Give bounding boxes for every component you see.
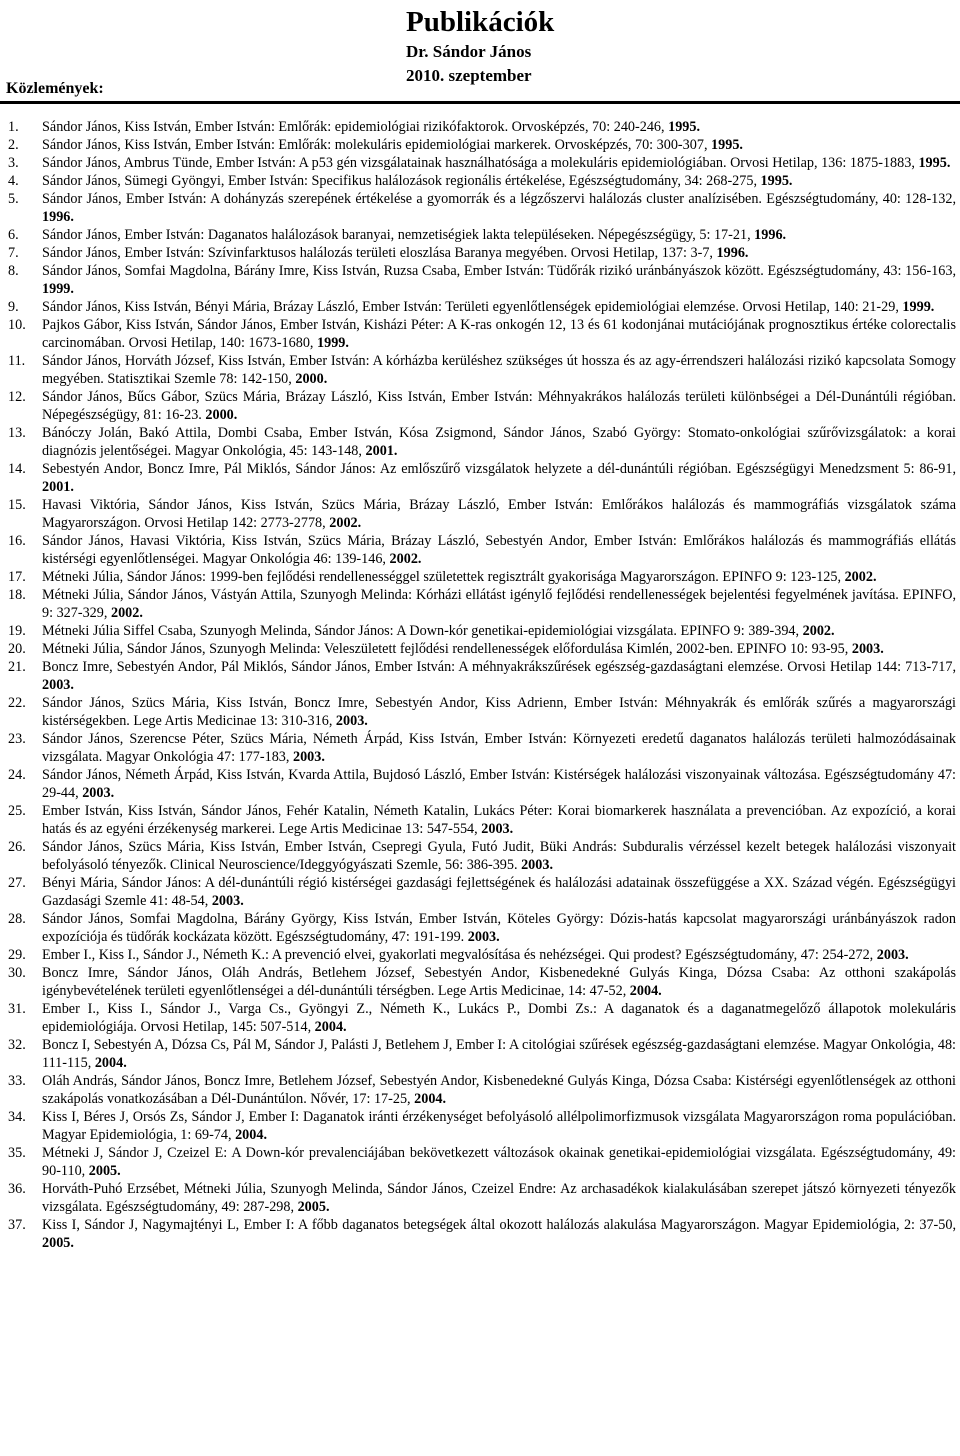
publication-citation [42, 946, 960, 964]
publication-number: 32. [8, 1037, 26, 1053]
publication-citation [42, 802, 960, 838]
publication-year: 1996. [716, 245, 749, 261]
citation-text: Sándor János, Szücs Mária, Kiss István, Ember István, Csepregi Gyula, Futó Judit, Büki András: Subduralis vérzéssel kezelt betegek halálozási viszonyait befolyásoló tényezők. Clinical Neuroscience/Ideggyógyászati Szemle, 56: 386-395. [42, 839, 956, 873]
citation-text: Sándor János, Kiss István, Ember István: Emlőrák: molekuláris epidemiológiai markerek. Orvosképzés, 70: 300-307, [42, 137, 712, 153]
publication-number: 6. [8, 227, 19, 243]
publication-number: 2. [8, 137, 19, 153]
publication-list [0, 118, 960, 1252]
citation-text: Sándor János, Kiss István, Ember István: Emlőrák: epidemiológiai rizikófaktorok. Orvosképzés, 70: 240-246, [42, 119, 669, 135]
publication-year: 2004. [314, 1019, 347, 1035]
publication-year: 2001. [42, 479, 74, 495]
publication-year: 2003. [851, 641, 884, 657]
publication-item [0, 352, 960, 388]
publication-item [0, 1108, 960, 1144]
publication-item [0, 136, 960, 154]
publication-year: 2002. [844, 569, 877, 585]
publication-citation [42, 1180, 960, 1216]
publication-number: 19. [8, 623, 26, 639]
publication-citation [42, 766, 960, 802]
publication-citation [42, 352, 960, 388]
publication-citation [42, 568, 960, 586]
publication-citation [42, 424, 960, 460]
citation-text: Sándor János, Szerencse Péter, Szücs Mária, Németh Árpád, Kiss István, Ember István: Környezeti eredetű daganatos halálozás területi halmozódásainak vizsgálata. Magyar Onkológia 47: 177-183, [42, 731, 956, 765]
publication-citation [42, 1216, 960, 1252]
publication-year: 2000. [205, 407, 238, 423]
publication-item [0, 460, 960, 496]
publication-number: 11. [8, 353, 26, 369]
publication-citation [42, 1108, 960, 1144]
citation-text: Sándor János, Kiss István, Bényi Mária, Brázay László, Ember István: Területi egyenlőtlenségek epidemiológiai elemzése. Orvosi Hetilap, 140: 21-29, [42, 299, 903, 315]
publication-item [0, 910, 960, 946]
publication-year: 2003. [42, 677, 74, 693]
publication-year: 2002. [110, 605, 143, 621]
publication-number: 8. [8, 263, 19, 279]
publication-number: 14. [8, 461, 26, 477]
publication-number: 28. [8, 911, 26, 927]
publication-citation [42, 460, 960, 496]
publication-citation [42, 118, 960, 136]
publication-number: 30. [8, 965, 26, 981]
publication-number: 9. [8, 299, 19, 315]
publication-item [0, 1216, 960, 1252]
publication-item [0, 496, 960, 532]
publication-year: 1999. [902, 299, 935, 315]
publication-number: 4. [8, 173, 19, 189]
citation-text: Oláh András, Sándor János, Boncz Imre, Betlehem József, Sebestyén Andor, Kisbenedekné Gulyás Kinga, Dózsa Csaba: Kistérségi egyenlőtlenségek az otthoni szakápolás vonatkozásában a Dél-Dunántúlon. Nővér, 17: 17-25, [42, 1073, 956, 1107]
publication-citation [42, 838, 960, 874]
publication-item [0, 226, 960, 244]
publication-number: 23. [8, 731, 26, 747]
publication-citation [42, 190, 960, 226]
publication-year: 1995. [918, 155, 951, 171]
citation-text: Sándor János, Szücs Mária, Kiss István, Boncz Imre, Sebestyén Andor, Kiss Adrienn, Ember István: Méhnyakrák és emlőrák szűrés a magyarországi kistérségekben. Lege Artis Medicinae 13: 310-316, [42, 695, 956, 729]
publication-number: 5. [8, 191, 19, 207]
publication-year: 2003. [211, 893, 244, 909]
citation-text: Sándor János, Ember István: A dohányzás szerepének értékelése a gyomorrák és a légzőszervi halálozás cluster analízisében. Egészségtudomány, 40: 128-132, [42, 191, 956, 207]
publication-item [0, 298, 960, 316]
header-divider [0, 101, 960, 104]
publication-item [0, 244, 960, 262]
publication-year: 2003. [335, 713, 368, 729]
publication-number: 29. [8, 947, 26, 963]
citation-text: Pajkos Gábor, Kiss István, Sándor János, Ember István, Kisházi Péter: A K-ras onkogén 12, 13 és 61 kodonjánai mutációjának prognosztikus értéke colorectalis carcinomában. Orvosi Hetilap, 140: 1673-1680, [42, 317, 956, 351]
publication-citation [42, 622, 960, 640]
publication-item [0, 802, 960, 838]
citation-text: Havasi Viktória, Sándor János, Kiss István, Szücs Mária, Brázay László, Ember István: Emlőrákos halálozás és mammográfiás vizsgálatok száma Magyarországon. Orvosi Hetilap 142: 2773-2778, [42, 497, 956, 531]
publication-number: 18. [8, 587, 26, 603]
citation-text: Sándor János, Horváth József, Kiss István, Ember István: A kórházba kerüléshez szükséges út hossza és az agy-érrendszeri halálozási rizikó kapcsolata Somogy megyében. Statisztikai Szemle 78: 142-150, [42, 353, 956, 387]
publication-year: 1995. [760, 173, 793, 189]
publication-citation [42, 154, 960, 172]
publication-year: 1995. [668, 119, 701, 135]
publication-citation [42, 730, 960, 766]
publication-item [0, 1072, 960, 1108]
publication-citation [42, 658, 960, 694]
publication-item [0, 388, 960, 424]
publication-item [0, 532, 960, 568]
citation-text: Sándor János, Ambrus Tünde, Ember István: A p53 gén vizsgálatainak használhatósága a molekuláris epidemiológiában. Orvosi Hetilap, 136: 1875-1883, [42, 155, 919, 171]
publication-item [0, 154, 960, 172]
citation-text: Métneki Júlia, Sándor János, Szunyogh Melinda: Veleszületett fejlődési rendellenességek előfordulása Kimlén, 2002-ben. EPINFO 10: 93-95, [42, 641, 852, 657]
publication-year: 2005. [297, 1199, 330, 1215]
publication-item [0, 586, 960, 622]
publication-year: 2002. [802, 623, 835, 639]
citation-text: Ember I., Kiss I., Sándor J., Németh K.: A prevenció elvei, gyakorlati megvalósítása és nehézségei. Qui prodest? Egészségtudomány, 47: 254-272, [42, 947, 877, 963]
publication-item [0, 262, 960, 298]
publication-citation [42, 640, 960, 658]
citation-text: Métneki Júlia, Sándor János, Vástyán Attila, Szunyogh Melinda: Kórházi ellátást igénylő fejlődési rendellenességek bejelentési fegyelmének javítása. EPINFO, 9: 327-329, [42, 587, 956, 621]
publication-number: 16. [8, 533, 26, 549]
publication-year: 1995. [711, 137, 743, 153]
publication-number: 34. [8, 1109, 26, 1125]
publication-number: 12. [8, 389, 26, 405]
citation-text: Kiss I, Béres J, Orsós Zs, Sándor J, Ember I: Daganatok iránti érzékenységet befolyásoló allélpolimorfizmusok vizsgálata Magyarországon roma populációban. Magyar Epidemiológia, 1: 69-74, [42, 1109, 956, 1143]
publication-number: 33. [8, 1073, 26, 1089]
publication-number: 10. [8, 317, 26, 333]
publication-year: 2005. [88, 1163, 121, 1179]
document-date: 2010. szeptember [406, 66, 532, 85]
citation-text: Boncz I, Sebestyén A, Dózsa Cs, Pál M, Sándor J, Palásti J, Betlehem J, Ember I: A citológiai szűrések egészség-gazdaságtani elemzése. Magyar Onkológia, 48: 111-115, [42, 1037, 956, 1071]
publication-number: 17. [8, 569, 26, 585]
publication-year: 2004. [94, 1055, 127, 1071]
citation-text: Sándor János, Havasi Viktória, Kiss István, Szücs Mária, Brázay László, Sebestyén Andor, Ember István: Emlőrákos halálozás és mammográfiás ellátás kistérségi egyenlőtlenségei. Magyar Onkológia 46: 139-146, [42, 533, 956, 567]
citation-text: Boncz Imre, Sándor János, Oláh András, Betlehem József, Sebestyén Andor, Kisbenedekné Gulyás Kinga, Dózsa Csaba: Az otthoni szakápolás igénybevételének területi egyenlőtlenségei a dél-dunántúli térségben. Lege Artis Medicinae, 14: 47-52, [42, 965, 956, 999]
publication-item [0, 424, 960, 460]
publication-year: 2004. [629, 983, 662, 999]
title-block [406, 4, 554, 88]
publication-citation [42, 1072, 960, 1108]
publication-item [0, 622, 960, 640]
publication-citation [42, 316, 960, 352]
citation-text: Horváth-Puhó Erzsébet, Métneki Júlia, Szunyogh Melinda, Sándor János, Czeizel Endre: Az archasadékok kialakulásában szerepet játszó környezeti tényezők vizsgálata. Egészségtudomány, 49: 287-298, [42, 1181, 956, 1215]
publication-item [0, 1036, 960, 1072]
publication-item [0, 1180, 960, 1216]
publication-number: 25. [8, 803, 26, 819]
citation-text: Métneki Júlia Siffel Csaba, Szunyogh Melinda, Sándor János: A Down-kór genetikai-epidemiológiai vizsgálata. EPINFO 9: 389-394, [42, 623, 803, 639]
publication-item [0, 1000, 960, 1036]
publication-year: 1996. [42, 209, 74, 225]
citation-text: Ember István, Kiss István, Sándor János, Fehér Katalin, Németh Katalin, Lukács Péter: Korai biomarkerek használata a prevencióban. Az expozíció, a korai hatás és az egyéni érzékenység markerei. Lege Artis Medicinae 13: 547-554, [42, 803, 956, 837]
publication-item [0, 316, 960, 352]
publication-citation [42, 1144, 960, 1180]
page-title: Publikációk [406, 6, 555, 38]
publication-number: 36. [8, 1181, 26, 1197]
publication-item [0, 766, 960, 802]
document-header [0, 0, 960, 101]
publication-number: 31. [8, 1001, 26, 1017]
publication-year: 2002. [329, 515, 362, 531]
publication-citation [42, 388, 960, 424]
publication-number: 21. [8, 659, 26, 675]
citation-text: Sándor János, Somfai Magdolna, Bárány György, Kiss István, Ember István, Köteles György: Dózis-hatás kapcsolat magyarországi uránbányászok radon expozíciója és tüdőrák kockázata között. Egészségtudomány, 47: 191-199. [42, 911, 956, 945]
publication-citation [42, 262, 960, 298]
citation-text: Sebestyén Andor, Boncz Imre, Pál Miklós, Sándor János: Az emlőszűrő vizsgálatok helyzete a dél-dunántúli régióban. Egészségügyi Menedzsment 5: 86-91, [42, 461, 956, 477]
publication-item [0, 568, 960, 586]
publication-number: 15. [8, 497, 26, 513]
publication-number: 20. [8, 641, 26, 657]
publication-number: 7. [8, 245, 19, 261]
publication-number: 24. [8, 767, 26, 783]
publication-item [0, 172, 960, 190]
publication-year: 2001. [365, 443, 398, 459]
publication-number: 3. [8, 155, 19, 171]
publication-citation [42, 172, 960, 190]
citation-text: Sándor János, Németh Árpád, Kiss István, Kvarda Attila, Bujdosó László, Ember István: Kistérségek halálozási viszonyainak változása. Egészségtudomány 47: 29-44, [42, 767, 956, 801]
publication-item [0, 964, 960, 1000]
publication-item [0, 118, 960, 136]
publication-citation [42, 874, 960, 910]
publication-year: 2003. [481, 821, 514, 837]
publication-year: 2003. [521, 857, 553, 873]
publication-item [0, 190, 960, 226]
publication-year: 2005. [42, 1235, 74, 1251]
citation-text: Métneki J, Sándor J, Czeizel E: A Down-kór prevalenciájában bekövetkezett változások okainak genetikai-epidemiológiai vizsgálata. Egészségtudomány, 49: 90-110, [42, 1145, 956, 1179]
publication-year: 2003. [876, 947, 909, 963]
citation-text: Sándor János, Bűcs Gábor, Szücs Mária, Brázay László, Kiss István, Ember István: Méhnyakrákos halálozás területi különbségei a Dél-Dunántúli régióban. Népegészségügy, 81: 16-23. [42, 389, 956, 423]
publication-citation [42, 244, 960, 262]
citation-text: Sándor János, Somfai Magdolna, Bárány Imre, Kiss István, Ruzsa Csaba, Ember István: Tüdőrák rizikó uránbányászok között. Egészségtudomány, 43: 156-163, [42, 263, 956, 279]
publication-item [0, 946, 960, 964]
section-heading: Közlemények: [6, 80, 104, 97]
publication-citation [42, 1000, 960, 1036]
publication-number: 26. [8, 839, 26, 855]
citation-text: Kiss I, Sándor J, Nagymajtényi L, Ember I: A főbb daganatos betegségek által okozott halálozás alakulása Magyarországon. Magyar Epidemiológia, 2: 37-50, [42, 1217, 956, 1233]
publication-item [0, 694, 960, 730]
citation-text: Boncz Imre, Sebestyén Andor, Pál Miklós, Sándor János, Ember István: A méhnyakrákszűrések egészség-gazdaságtani elemzése. Orvosi Hetilap 144: 713-717, [42, 659, 956, 675]
publication-item [0, 730, 960, 766]
publication-year: 2003. [292, 749, 325, 765]
publication-citation [42, 910, 960, 946]
citation-text: Sándor János, Sümegi Gyöngyi, Ember István: Specifikus halálozások regionális értékelése, Egészségtudomány, 34: 268-275, [42, 173, 761, 189]
publication-citation [42, 532, 960, 568]
citation-text: Sándor János, Ember István: Szívinfarktusos halálozás területi eloszlása Baranya megyében. Orvosi Hetilap, 137: 3-7, [42, 245, 717, 261]
publication-citation [42, 964, 960, 1000]
publication-year: 2004. [414, 1091, 447, 1107]
publication-year: 1999. [42, 281, 74, 297]
publication-year: 2003. [467, 929, 500, 945]
publication-item [0, 640, 960, 658]
publication-item [0, 658, 960, 694]
publication-citation [42, 1036, 960, 1072]
publication-citation [42, 694, 960, 730]
publication-item [0, 1144, 960, 1180]
publication-number: 27. [8, 875, 26, 891]
publication-year: 2003. [82, 785, 115, 801]
publication-item [0, 838, 960, 874]
citation-text: Bényi Mária, Sándor János: A dél-dunántúli régió kistérségei gazdasági fejlettségének és halálozási adatainak összefüggése a XX. Század végén. Egészségügyi Gazdasági Szemle 41: 48-54, [42, 875, 956, 909]
publication-number: 13. [8, 425, 26, 441]
publication-citation [42, 496, 960, 532]
citation-text: Sándor János, Ember István: Daganatos halálozások baranyai, nemzetiségiek lakta településeken. Népegészségügy, 5: 17-21, [42, 227, 755, 243]
publication-year: 2002. [389, 551, 422, 567]
citation-text: Métneki Júlia, Sándor János: 1999-ben fejlődési rendellenességgel születettek regisztrált gyakorisága Magyarországon. EPINFO 9: 123-125, [42, 569, 845, 585]
publication-citation [42, 136, 960, 154]
publication-year: 1996. [754, 227, 787, 243]
publication-number: 1. [8, 119, 19, 135]
citation-text: Bánóczy Jolán, Bakó Attila, Dombi Csaba, Ember István, Kósa Zsigmond, Sándor János, Szabó György: Stomato-onkológiai szűrővizsgálatok: a korai diagnózis jelentőségei. Magyar Onkológia, 45: 143-148, [42, 425, 956, 459]
publication-number: 35. [8, 1145, 26, 1161]
publication-citation [42, 586, 960, 622]
author-name: Dr. Sándor János [406, 42, 532, 61]
publication-number: 22. [8, 695, 26, 711]
publication-year: 2000. [295, 371, 328, 387]
publication-citation [42, 298, 960, 316]
publication-year: 2004. [235, 1127, 267, 1143]
publication-citation [42, 226, 960, 244]
publication-year: 1999. [317, 335, 349, 351]
citation-text: Ember I., Kiss I., Sándor J., Varga Cs., Gyöngyi Z., Németh K., Lukács P., Dombi Zs.: A daganatok és a daganatmegelőző állapotok molekuláris epidemiológiája. Orvosi Hetilap, 145: 507-514, [42, 1001, 956, 1035]
publication-number: 37. [8, 1217, 26, 1233]
publication-item [0, 874, 960, 910]
